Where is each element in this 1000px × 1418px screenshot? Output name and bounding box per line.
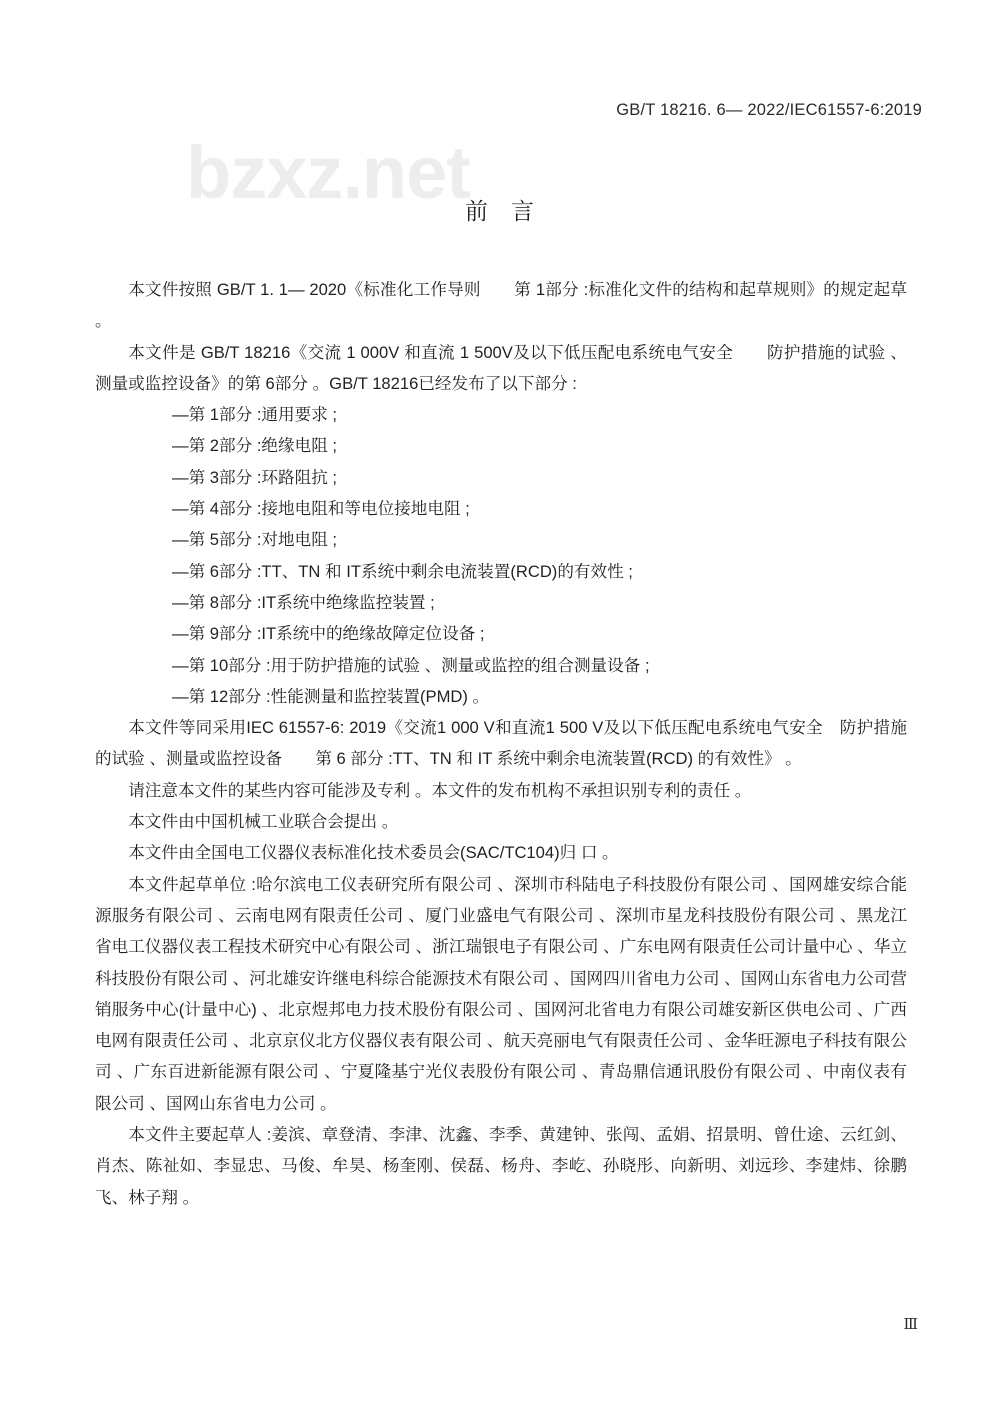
paragraph-technical-committee: 本文件由全国电工仪器仪表标准化技术委员会(SAC/TC104)归 口 。 bbox=[128, 843, 619, 863]
list-item-part: —第 2部分 :绝缘电阻 ; bbox=[172, 436, 338, 456]
paragraph-proposing-organization: 本文件由中国机械工业联合会提出 。 bbox=[128, 812, 399, 832]
paragraph-iec-adoption: 本文件等同采用IEC 61557-6: 2019《交流1 000 V和直流1 500 V及以下低压配电系统电气安全 防护措施的试验 、测量或监控设备 第 6 部分 :TT、TN 和 IT 系统中剩余电流装置(RCD) 的有效性》 。 bbox=[95, 718, 907, 769]
standard-parts-list bbox=[95, 399, 907, 712]
paragraph-series-introduction: 本文件是 GB/T 18216《交流 1 000V 和直流 1 500V及以下低压配电系统电气安全 防护措施的试验 、测量或监控设备》的第 6部分 。GB/T 18216已经发布了以下部分 : bbox=[95, 342, 907, 393]
page-number: Ⅲ bbox=[903, 1317, 918, 1333]
page-title-char-2: 言 bbox=[511, 198, 535, 224]
list-item-part: —第 9部分 :IT系统中的绝缘故障定位设备 ; bbox=[172, 624, 485, 644]
running-header-standard-number: GB/T 18216. 6— 2022/IEC61557-6:2019 bbox=[616, 101, 922, 119]
page-title-char-1: 前 bbox=[465, 198, 489, 224]
paragraph-principal-drafters: 本文件主要起草人 :姜滨、章登清、李津、沈鑫、李季、黄建钟、张闯、孟娟、招景明、曾仕途、云红剑、肖杰、陈祉如、李显忠、马俊、牟昊、杨奎刚、侯磊、杨舟、李屹、孙晓彤、向新明、刘远珍、李建炜、徐鹏飞、林子翔 。 bbox=[95, 1125, 907, 1207]
foreword-body bbox=[95, 274, 907, 1213]
list-item-part: —第 5部分 :对地电阻 ; bbox=[172, 530, 338, 550]
watermark-bzxz-net: bzxz.net bbox=[186, 131, 470, 214]
paragraph-patent-notice: 请注意本文件的某些内容可能涉及专利 。本文件的发布机构不承担识别专利的责任 。 bbox=[128, 780, 752, 800]
list-item-part: —第 8部分 :IT系统中绝缘监控装置 ; bbox=[172, 592, 435, 612]
paragraph-drafting-organizations: 本文件起草单位 :哈尔滨电工仪表研究所有限公司 、深圳市科陆电子科技股份有限公司 、国网雄安综合能源服务有限公司 、云南电网有限责任公司 、厦门业盛电气有限公司 、深圳市星龙科技股份有限公司 、黑龙江省电工仪器仪表工程技术研究中心有限公司 、浙江瑞银电子有限公司 、广东电网有限责任公司计量中心 、华立科技股份有限公司 、河北雄安许继电科综合能源技术有限公司 、国网四川省电力公司 、国网山东省电力公司营销服务中心(计量中心) 、北京煜邦电力技术股份有限公司 、国网河北省电力有限公司雄安新区供电公司 、广西电网有限责任公司 、北京京仪北方仪器仪表有限公司 、航天亮丽电气有限责任公司 、金华旺源电子科技有限公司 、广东百进新能源有限公司 、宁夏隆基宁光仪表股份有限公司 、青岛鼎信通讯股份有限公司 、中南仪表有限公司 、国网山东省电力公司 。 bbox=[95, 874, 907, 1113]
list-item-part: —第 6部分 :TT、TN 和 IT系统中剩余电流装置(RCD)的有效性 ; bbox=[172, 561, 633, 581]
list-item-part: —第 1部分 :通用要求 ; bbox=[172, 405, 338, 425]
page-title bbox=[0, 193, 1000, 226]
list-item-part: —第 12部分 :性能测量和监控装置(PMD) 。 bbox=[172, 686, 490, 706]
paragraph-drafting-basis: 本文件按照 GB/T 1. 1— 2020《标准化工作导则 第 1部分 :标准化文件的结构和起草规则》的规定起草 。 bbox=[95, 280, 907, 331]
list-item-part: —第 10部分 :用于防护措施的试验 、测量或监控的组合测量设备 ; bbox=[172, 655, 650, 675]
list-item-part: —第 3部分 :环路阻抗 ; bbox=[172, 467, 338, 487]
list-item-part: —第 4部分 :接地电阻和等电位接地电阻 ; bbox=[172, 499, 470, 519]
